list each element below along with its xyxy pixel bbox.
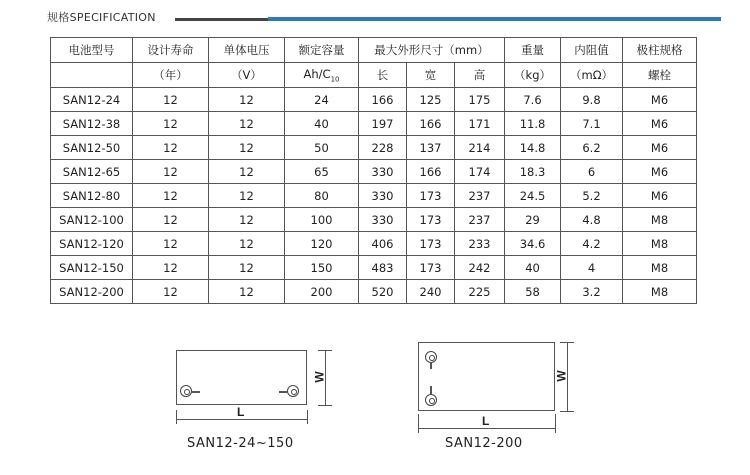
cell-length: 197	[359, 112, 407, 136]
cell-width: 166	[407, 160, 455, 184]
header-terminal: 极柱规格	[623, 38, 697, 63]
cell-resistance: 7.1	[561, 112, 623, 136]
specification-table	[50, 37, 697, 304]
cell-model: SAN12-200	[51, 280, 133, 304]
cell-voltage: 12	[209, 280, 285, 304]
terminal-right-icon	[287, 385, 299, 397]
cell-height: 214	[455, 136, 505, 160]
cell-voltage: 12	[209, 256, 285, 280]
header-life: 设计寿命	[133, 38, 209, 63]
l-dim-label: L	[237, 405, 245, 419]
cell-weight: 40	[505, 256, 561, 280]
cell-life: 12	[133, 160, 209, 184]
cell-resistance: 6.2	[561, 136, 623, 160]
cell-resistance: 6	[561, 160, 623, 184]
header-rule-blue	[268, 17, 721, 21]
cell-voltage: 12	[209, 160, 285, 184]
terminal-bottom-icon	[425, 394, 437, 406]
cell-width: 137	[407, 136, 455, 160]
table-row	[51, 160, 697, 184]
w-dim-tick-bottom	[560, 411, 574, 412]
terminal-right-lead	[279, 391, 288, 393]
cell-length: 406	[359, 232, 407, 256]
cell-voltage: 12	[209, 208, 285, 232]
cell-length: 330	[359, 184, 407, 208]
w-dim-label: W	[312, 371, 327, 383]
subheader-terminal: 螺栓	[623, 63, 697, 88]
cell-life: 12	[133, 112, 209, 136]
table-header-row	[51, 38, 697, 63]
l-dim-tick-left	[418, 414, 419, 433]
cell-terminal: M6	[623, 184, 697, 208]
section-title: 规格SPECIFICATION	[47, 11, 156, 24]
cell-height: 225	[455, 280, 505, 304]
header-voltage: 单体电压	[209, 38, 285, 63]
cell-length: 483	[359, 256, 407, 280]
table-row	[51, 232, 697, 256]
cell-life: 12	[133, 280, 209, 304]
cell-voltage: 12	[209, 88, 285, 112]
cell-height: 237	[455, 208, 505, 232]
cell-voltage: 12	[209, 136, 285, 160]
cell-capacity: 24	[285, 88, 359, 112]
cell-width: 125	[407, 88, 455, 112]
cell-model: SAN12-65	[51, 160, 133, 184]
table-row	[51, 184, 697, 208]
cell-voltage: 12	[209, 112, 285, 136]
table-row	[51, 112, 697, 136]
cell-life: 12	[133, 232, 209, 256]
cell-terminal: M6	[623, 160, 697, 184]
subheader-weight-unit: （kg）	[505, 63, 561, 88]
cell-length: 166	[359, 88, 407, 112]
cell-length: 228	[359, 136, 407, 160]
cell-weight: 7.6	[505, 88, 561, 112]
capacity-unit-main: Ah/C	[303, 66, 331, 81]
cell-height: 237	[455, 184, 505, 208]
cell-capacity: 150	[285, 256, 359, 280]
subheader-model-empty	[51, 63, 133, 88]
cell-resistance: 4	[561, 256, 623, 280]
l-dim-label: L	[482, 414, 490, 428]
capacity-unit-sub: 10	[330, 75, 340, 84]
subheader-length: 长	[359, 63, 407, 88]
subheader-resistance-unit: （mΩ）	[561, 63, 623, 88]
cell-life: 12	[133, 136, 209, 160]
cell-life: 12	[133, 208, 209, 232]
cell-weight: 58	[505, 280, 561, 304]
l-dim-tick-right	[307, 410, 308, 424]
cell-voltage: 12	[209, 184, 285, 208]
diagram-model-label: SAN12-24~150	[187, 436, 294, 451]
subheader-height: 高	[455, 63, 505, 88]
cell-weight: 24.5	[505, 184, 561, 208]
cell-model: SAN12-100	[51, 208, 133, 232]
header-resistance: 内阻值	[561, 38, 623, 63]
cell-capacity: 80	[285, 184, 359, 208]
table-subheader-row	[51, 63, 697, 88]
header-dimensions: 最大外形尺寸（mm）	[359, 38, 505, 63]
cell-model: SAN12-50	[51, 136, 133, 160]
cell-height: 175	[455, 88, 505, 112]
cell-model: SAN12-80	[51, 184, 133, 208]
cell-capacity: 40	[285, 112, 359, 136]
table-row	[51, 280, 697, 304]
cell-terminal: M8	[623, 232, 697, 256]
header-capacity: 额定容量	[285, 38, 359, 63]
header-weight: 重量	[505, 38, 561, 63]
cell-terminal: M6	[623, 112, 697, 136]
cell-life: 12	[133, 256, 209, 280]
cell-model: SAN12-24	[51, 88, 133, 112]
cell-life: 12	[133, 88, 209, 112]
cell-model: SAN12-150	[51, 256, 133, 280]
cell-width: 166	[407, 112, 455, 136]
cell-height: 233	[455, 232, 505, 256]
cell-width: 173	[407, 184, 455, 208]
diagram-model-label: SAN12-200	[445, 436, 523, 451]
cell-resistance: 5.2	[561, 184, 623, 208]
cell-length: 330	[359, 208, 407, 232]
cell-height: 242	[455, 256, 505, 280]
cell-model: SAN12-120	[51, 232, 133, 256]
cell-life: 12	[133, 184, 209, 208]
cell-width: 173	[407, 208, 455, 232]
cell-terminal: M8	[623, 208, 697, 232]
cell-weight: 14.8	[505, 136, 561, 160]
cell-weight: 29	[505, 208, 561, 232]
cell-weight: 18.3	[505, 160, 561, 184]
l-dim-line	[418, 428, 555, 429]
cell-length: 330	[359, 160, 407, 184]
battery-outline	[418, 342, 555, 411]
cell-capacity: 50	[285, 136, 359, 160]
cell-capacity: 65	[285, 160, 359, 184]
terminal-bottom-lead	[430, 386, 432, 394]
cell-resistance: 9.8	[561, 88, 623, 112]
l-dim-tick-left	[176, 410, 177, 424]
cell-weight: 11.8	[505, 112, 561, 136]
cell-height: 174	[455, 160, 505, 184]
subheader-capacity-unit	[285, 63, 359, 88]
terminal-top-lead	[430, 362, 432, 369]
cell-resistance: 4.2	[561, 232, 623, 256]
cell-capacity: 120	[285, 232, 359, 256]
subheader-life-unit: （年）	[133, 63, 209, 88]
cell-terminal: M8	[623, 256, 697, 280]
subheader-width: 宽	[407, 63, 455, 88]
cell-terminal: M6	[623, 88, 697, 112]
cell-terminal: M8	[623, 280, 697, 304]
table-row	[51, 208, 697, 232]
cell-capacity: 200	[285, 280, 359, 304]
cell-terminal: M6	[623, 136, 697, 160]
cell-width: 173	[407, 232, 455, 256]
subheader-voltage-unit: （V）	[209, 63, 285, 88]
cell-capacity: 100	[285, 208, 359, 232]
section-header	[47, 9, 156, 25]
cell-weight: 34.6	[505, 232, 561, 256]
l-dim-tick-right	[555, 414, 556, 433]
cell-model: SAN12-38	[51, 112, 133, 136]
battery-outline	[176, 350, 307, 405]
cell-resistance: 3.2	[561, 280, 623, 304]
w-dim-label: W	[554, 370, 569, 382]
table-row	[51, 88, 697, 112]
cell-height: 171	[455, 112, 505, 136]
cell-voltage: 12	[209, 232, 285, 256]
header-model: 电池型号	[51, 38, 133, 63]
cell-width: 173	[407, 256, 455, 280]
table-row	[51, 256, 697, 280]
l-dim-line	[176, 419, 307, 420]
cell-resistance: 4.8	[561, 208, 623, 232]
cell-width: 240	[407, 280, 455, 304]
w-dim-tick-bottom	[318, 405, 332, 406]
table-row	[51, 136, 697, 160]
cell-length: 520	[359, 280, 407, 304]
terminal-left-lead	[191, 391, 200, 393]
